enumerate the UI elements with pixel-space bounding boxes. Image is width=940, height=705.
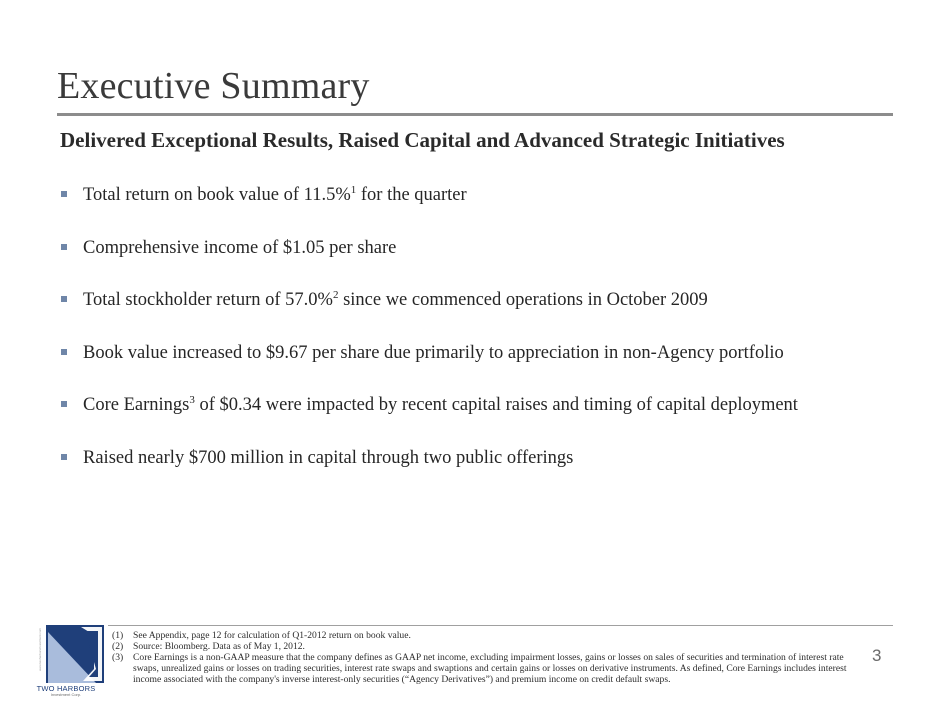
footnotes xyxy=(112,630,847,685)
bullet-text: Raised nearly $700 million in capital through two public offerings xyxy=(83,447,574,468)
footnote-number: (3) xyxy=(112,652,124,663)
bullet-item xyxy=(60,183,798,236)
bullet-text: Book value increased to $9.67 per share due primarily to appreciation in non-Agency portfolio xyxy=(83,342,784,363)
bullet-text: Total return on book value of 11.5% xyxy=(83,185,351,205)
bullet-text: Comprehensive income of $1.05 per share xyxy=(83,237,397,258)
bullet-item xyxy=(60,446,798,499)
footnote-number: (1) xyxy=(112,630,124,641)
bullet-text: Core Earnings xyxy=(83,395,190,416)
square-bullet-icon xyxy=(61,401,67,407)
square-bullet-icon xyxy=(61,244,67,250)
bullet-text: Total stockholder return of 57.0% xyxy=(83,290,333,311)
logo-side-text: www.twoharborsinvestment.com xyxy=(38,627,42,671)
bullet-item xyxy=(60,341,798,394)
page-number: 3 xyxy=(872,646,882,665)
bullet-item xyxy=(60,393,798,446)
bullet-text-cont: of $0.34 were impacted by recent capital raises and timing of capital deployment xyxy=(194,395,798,416)
bullet-text-cont: for the quarter xyxy=(356,185,467,205)
company-logo xyxy=(33,625,109,697)
page-title: Executive Summary xyxy=(57,65,370,107)
footnote-item xyxy=(112,641,847,652)
logo-wordmark: TWO HARBORS xyxy=(36,684,96,693)
bullet-item xyxy=(60,288,798,341)
summary-bullet-list xyxy=(60,183,798,499)
square-bullet-icon xyxy=(61,191,67,197)
logo-subtext: Investment Corp. xyxy=(50,692,82,697)
square-bullet-icon xyxy=(61,296,67,302)
footer-divider xyxy=(108,625,893,626)
two-harbors-logo-icon xyxy=(33,625,109,685)
footnote-ref: 3 xyxy=(189,394,195,407)
footnote-ref: 1 xyxy=(350,184,357,196)
bullet-text-cont: since we commenced operations in October 2009 xyxy=(338,290,708,311)
footnote-text: See Appendix, page 12 for calculation of Q1-2012 return on book value. xyxy=(133,630,411,641)
footnote-item xyxy=(112,652,847,685)
section-heading: Delivered Exceptional Results, Raised Capital and Advanced Strategic Initiatives xyxy=(60,128,785,152)
footnote-ref: 2 xyxy=(332,289,339,302)
square-bullet-icon xyxy=(61,349,67,355)
footnote-text: Core Earnings is a non-GAAP measure that the company defines as GAAP net income, excluding impairment losses, gains or losses on sales of securities and termination of interest rate swaps, unrealized gains or losses on trading securities, interest rate swaps and swaptions and certain gains or losses on derivative instruments. As defined, Core Earnings includes interest income associated with the company's inverse interest-only securities (“Agency Derivatives”) and premium income on credit default swaps. xyxy=(133,652,847,685)
title-divider xyxy=(57,113,893,116)
footnote-text: Source: Bloomberg. Data as of May 1, 2012. xyxy=(133,641,305,652)
footnote-item xyxy=(112,630,847,641)
square-bullet-icon xyxy=(61,454,67,460)
footnote-number: (2) xyxy=(112,641,124,652)
bullet-item xyxy=(60,236,798,289)
